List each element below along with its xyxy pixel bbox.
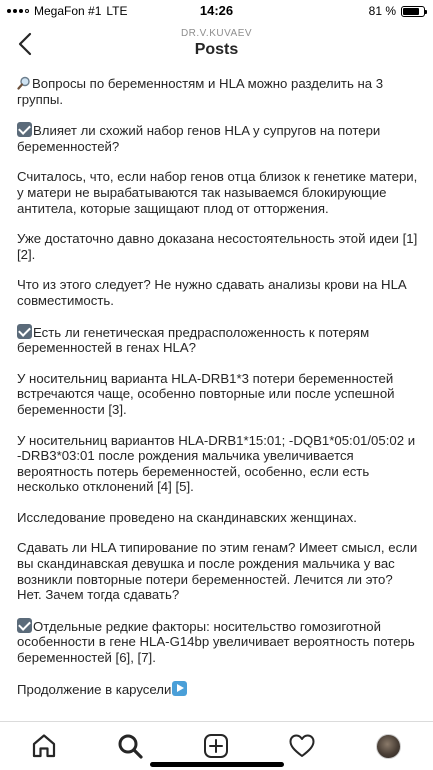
post-paragraph [17,371,419,418]
paragraph-text: Уже достаточно давно доказана несостоятельность этой идеи [1] [2]. [17,231,418,262]
carrier-name: MegaFon #1 [34,4,102,18]
paragraph-text: Продолжение в карусели [17,681,172,697]
paragraph-text: Исследование проведено на скандинавских женщинах. [17,509,357,525]
post-paragraph [17,618,419,666]
paragraph-text: Влияет ли схожий набор генов HLA у супругов на потери беременностей? [17,123,381,154]
search-icon [116,732,144,760]
post-paragraph [17,433,419,495]
battery-info [369,4,425,18]
post-paragraph [17,277,419,308]
post-paragraph [17,76,419,107]
post-paragraph [17,122,419,154]
paragraph-text: Вопросы по беременностям и HLA можно разделить на 3 группы. [17,76,384,107]
post-paragraph [17,231,419,262]
paragraph-text: Есть ли генетическая предрасположенность к потерям беременностей в генах HLA? [17,324,370,356]
paragraph-text: Отдельные редкие факторы: носительство гомозиготной особенности в гене HLA-G14bp увеличивает вероятность потерь беременностей [6], [7]. [17,618,415,666]
new-post-icon [202,732,230,760]
profile-avatar[interactable] [376,734,401,759]
paragraph-text: У носительниц варианта HLA-DRB1*3 потери беременностей встречаются чаще, особенно повторные или после успешной беременности [3]. [17,370,395,417]
paragraph-text: Считалось, что, если набор генов отца близок к генетике матери, у матери не вырабатываются так называемся блокирующие антитела, которые защищают плод от отторжения. [17,169,418,216]
play-button-icon [172,681,187,696]
search-tab[interactable] [116,732,144,760]
post-paragraph [17,169,419,216]
battery-percent: 81 % [368,4,396,18]
clock: 14:26 [199,3,234,18]
post-paragraph [17,681,419,698]
home-indicator [150,762,284,767]
activity-tab[interactable] [288,732,316,760]
status-bar [0,0,433,22]
new-post-tab[interactable] [202,732,230,760]
post-paragraph [17,510,419,526]
paragraph-text: У носительниц вариантов HLA-DRB1*15:01; -DQB1*05:01/05:02 и -DRB3*03:01 после рождения мальчика увеличивается вероятность потерь беременностей, особенно, если есть несколько отклонений [4] [5]. [17,432,416,495]
check-mark-icon [17,324,32,339]
paragraph-text: Что из этого следует? Не нужно сдавать анализы крови на HLA совместимость. [17,277,406,308]
network-type: LTE [106,4,128,18]
activity-heart-icon [288,732,316,760]
header [0,22,433,66]
post-caption [0,66,433,721]
check-mark-icon [17,122,32,137]
magnifier-icon [17,76,31,90]
battery-icon [401,6,425,17]
home-icon [30,732,58,760]
header-username: DR.V.KUVAEV [180,28,253,39]
home-tab[interactable] [30,732,58,760]
post-paragraph [17,540,419,602]
check-mark-icon [17,618,32,633]
paragraph-text: Сдавать ли HLA типирование по этим генам? Имеет смысл, если вы скандинавская девушка и после рождения мальчика у вас возникли повторные потери беременностей. Лечится ли это? Нет. Зачем тогда сдавать? [17,540,418,603]
post-paragraph [17,324,419,356]
page-title: Posts [194,41,239,58]
